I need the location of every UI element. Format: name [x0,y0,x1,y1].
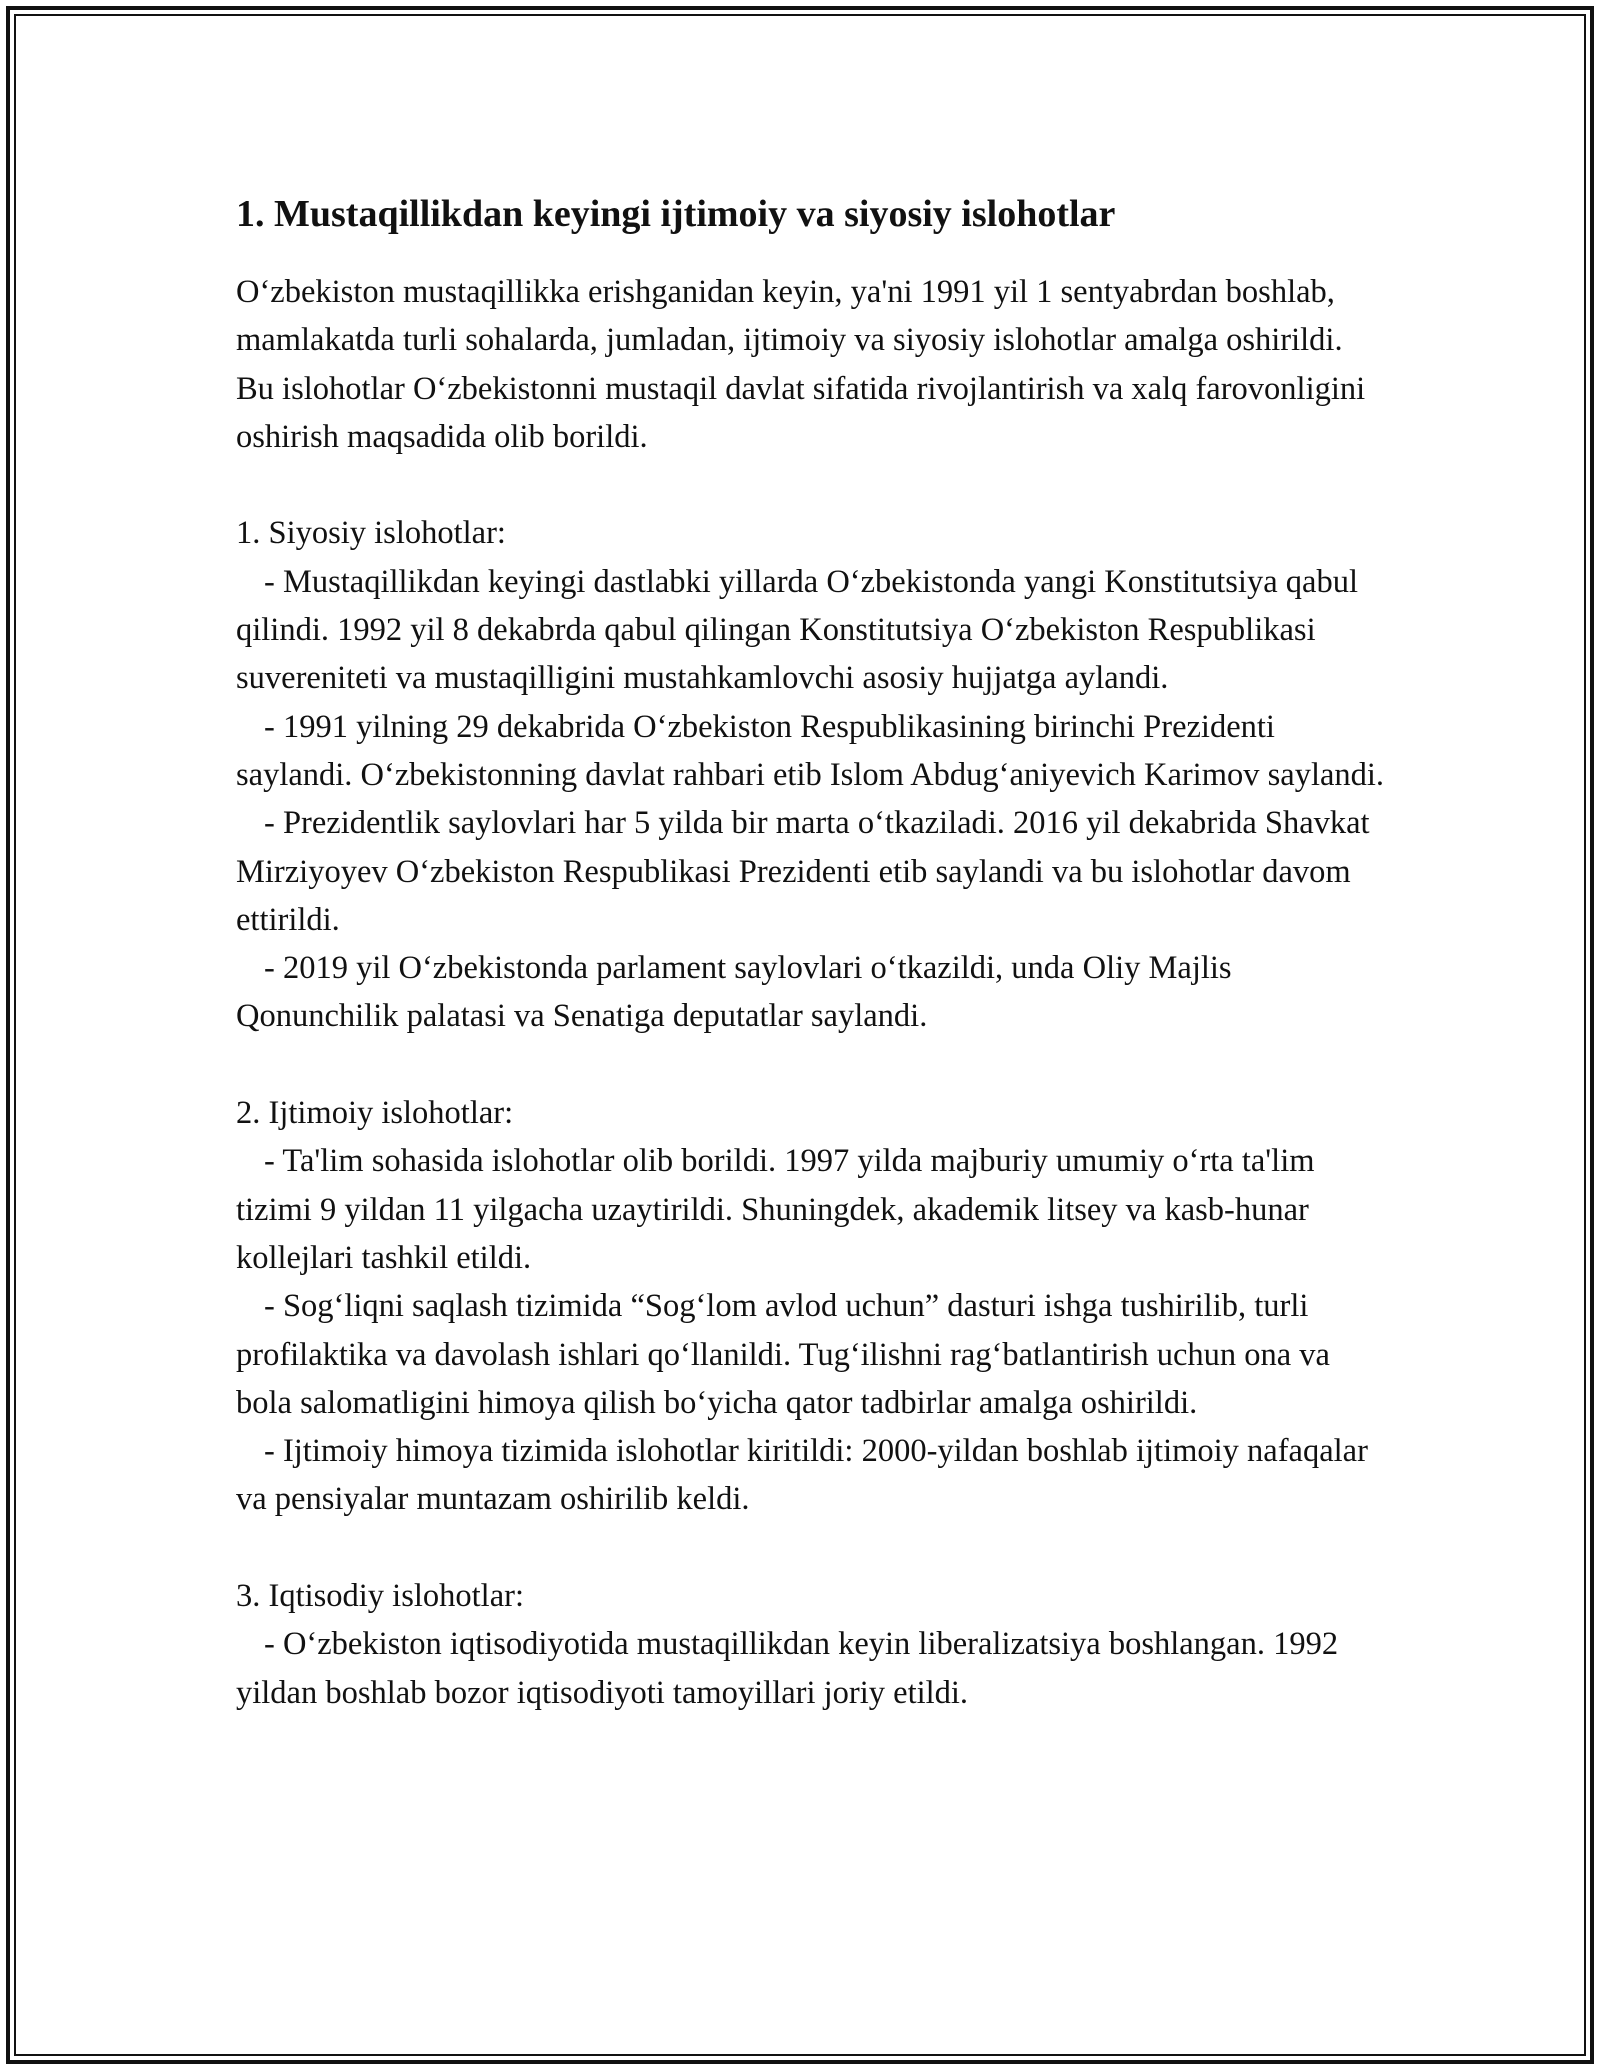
section-social-reforms [236,1089,1386,1524]
paragraph-spacer [236,1524,1386,1572]
list-item: - Mustaqillikdan keyingi dastlabki yillarda O‘zbekistonda yangi Konstitutsiya qabul qilindi. 1992 yil 8 dekabrda qabul qilingan Konstitutsiya O‘zbekiston Respublikasi suvereniteti va mustaqilligini mustahkamlovchi asosiy hujjatga aylandi. [236,563,1358,697]
list-item: - O‘zbekiston iqtisodiyotida mustaqillikdan keyin liberalizatsiya boshlangan. 1992 yildan boshlab bozor iqtisodiyoti tamoyillari joriy etildi. [236,1626,1339,1711]
paragraph-spacer [236,1041,1386,1089]
list-item: - Prezidentlik saylovlari har 5 yilda bir marta o‘tkaziladi. 2016 yil dekabrida Shavkat Mirziyoyev O‘zbekiston Respublikasi Prezidenti etib saylandi va bu islohotlar davom ettirildi. [236,805,1370,938]
document-title: 1. Mustaqillikdan keyingi ijtimoiy va siyosiy islohotlar [236,193,1116,235]
section-heading: 3. Iqtisodiy islohotlar: [236,1578,524,1615]
list-item: - Ijtimoiy himoya tizimida islohotlar kiritildi: 2000-yildan boshlab ijtimoiy nafaqalar va pensiyalar muntazam oshirilib keldi. [236,1433,1368,1518]
paragraph-spacer [236,461,1386,509]
list-item: - Sog‘liqni saqlash tizimida “Sog‘lom avlod uchun” dasturi ishga tushirilib, turli profilaktika va davolash ishlari qo‘llanildi. Tug‘ilishni rag‘batlantirish uchun ona va bola salomatligini himoya qilish bo‘yicha qator tadbirlar amalga oshirildi. [236,1288,1330,1421]
section-economic-reforms [236,1572,1386,1717]
section-heading: 2. Ijtimoiy islohotlar: [236,1095,514,1132]
document-body [236,184,1386,1717]
list-item: - 1991 yilning 29 dekabrida O‘zbekiston Respublikasining birinchi Prezidenti saylandi. O‘zbekistonning davlat rahbari etib Islom Abdug‘aniyevich Karimov saylandi. [236,708,1385,793]
intro-paragraph: O‘zbekiston mustaqillikka erishganidan keyin, ya'ni 1991 yil 1 sentyabrdan boshlab, mamlakatda turli sohalarda, jumladan, ijtimoiy va siyosiy islohotlar amalga oshirildi. Bu islohotlar O‘zbekistonni mustaqil davlat sifatida rivojlantirish va xalq farovonligini oshirish maqsadida olib borildi. [236,274,1366,455]
list-item: - 2019 yil O‘zbekistonda parlament saylovlari o‘tkazildi, unda Oliy Majlis Qonunchilik palatasi va Senatiga deputatlar saylandi. [236,950,1232,1035]
section-political-reforms [236,509,1386,1040]
list-item: - Ta'lim sohasida islohotlar olib borildi. 1997 yilda majburiy umumiy o‘rta ta'lim tizimi 9 yildan 11 yilgacha uzaytirildi. Shuningdek, akademik litsey va kasb-hunar kollejlari tashkil etildi. [236,1143,1315,1276]
section-heading: 1. Siyosiy islohotlar: [236,515,506,552]
